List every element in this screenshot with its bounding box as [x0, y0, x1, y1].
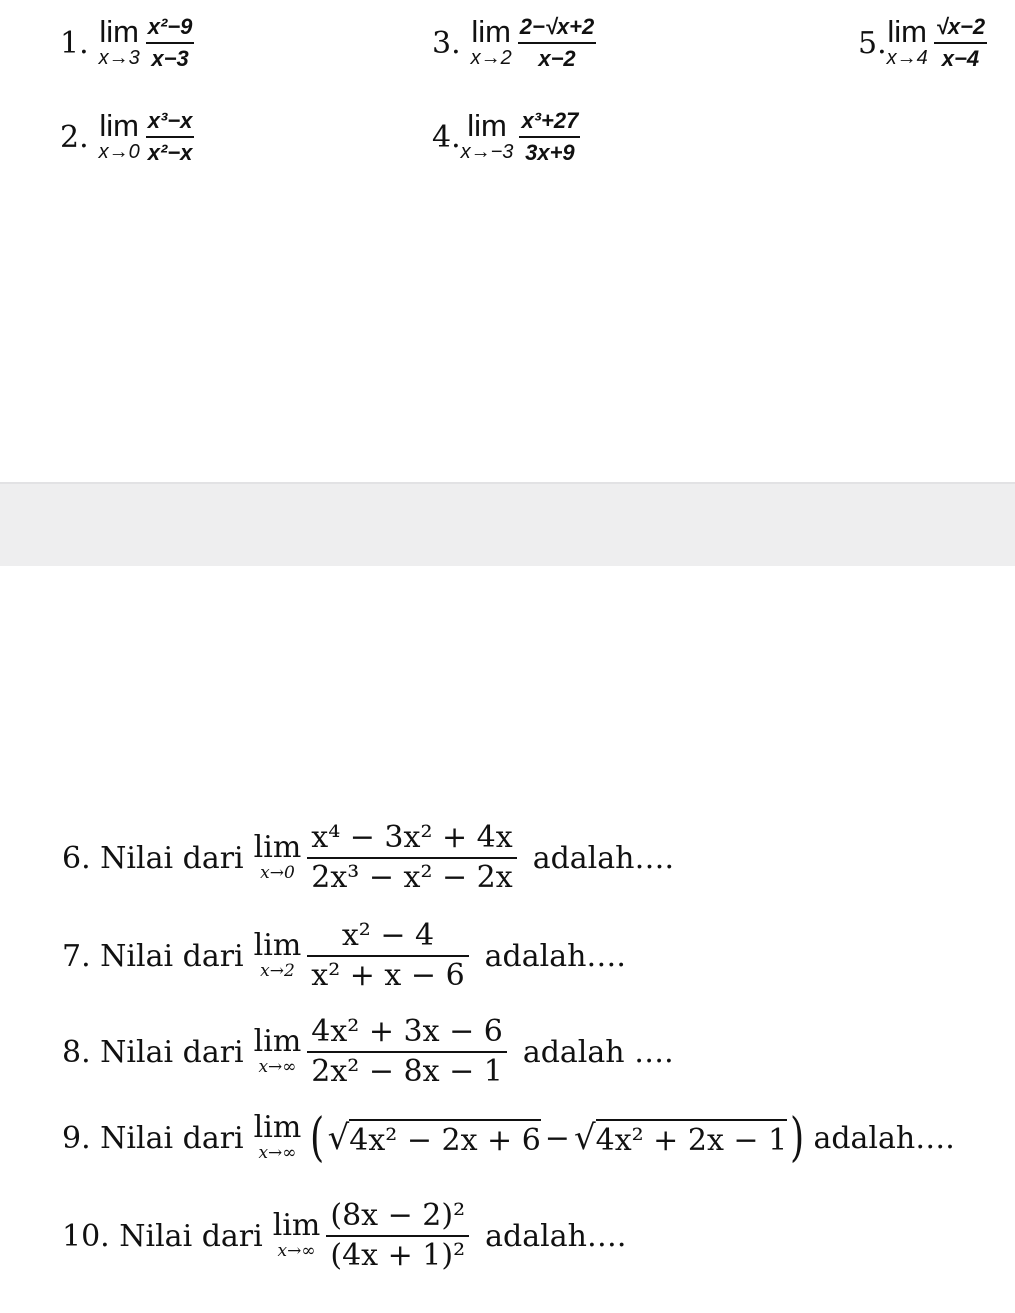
lim-subscript: x→∞ — [258, 1143, 297, 1163]
limit-operator — [470, 14, 512, 69]
problem-5 — [858, 14, 987, 72]
fraction-bar — [307, 1051, 507, 1053]
problem-10 — [62, 1198, 626, 1274]
problem-lead: 6. Nilai dari — [62, 840, 244, 876]
numerator: √x−2 — [935, 14, 986, 39]
fraction-bar — [519, 136, 580, 138]
problem-number: 5. — [858, 25, 887, 61]
problem-1 — [60, 14, 194, 72]
problem-lead: 9. Nilai dari — [62, 1120, 244, 1156]
numerator: (8x − 2)² — [330, 1198, 466, 1233]
problem-lead: 7. Nilai dari — [62, 938, 244, 974]
radical-sign: √ — [573, 1118, 596, 1158]
fraction — [146, 14, 195, 72]
minus-sign: − — [544, 1120, 570, 1156]
numerator: x² − 4 — [341, 918, 435, 953]
problem-2 — [60, 108, 194, 166]
lim-word: lim — [471, 14, 511, 49]
fraction — [934, 14, 987, 72]
lim-word: lim — [99, 108, 139, 143]
radical-sign: √ — [327, 1118, 350, 1158]
fraction-bar — [934, 42, 987, 44]
problem-9 — [62, 1108, 955, 1168]
problem-tail: adalah…. — [532, 840, 675, 876]
limit-operator — [253, 1110, 302, 1163]
limit-operator — [460, 108, 514, 163]
lim-subscript: x→4 — [886, 47, 928, 69]
fraction-bar — [146, 42, 195, 44]
problem-8 — [62, 1014, 674, 1090]
problem-lead: 10. Nilai dari — [62, 1218, 263, 1254]
radicand: 4x² − 2x + 6 — [349, 1119, 541, 1158]
limit-operator — [272, 1208, 321, 1261]
limit-operator — [886, 14, 928, 69]
fraction — [307, 1014, 507, 1090]
denominator: x² + x − 6 — [311, 958, 465, 993]
denominator: x²−x — [147, 140, 193, 165]
problem-6 — [62, 820, 674, 896]
lim-word: lim — [272, 1208, 321, 1243]
numerator: 2−√x+2 — [519, 14, 595, 39]
lim-word: lim — [467, 108, 507, 143]
lim-word: lim — [253, 830, 302, 865]
fraction-bar — [326, 1235, 469, 1237]
numerator: 4x² + 3x − 6 — [311, 1014, 503, 1049]
lim-subscript: x→0 — [260, 863, 295, 883]
limit-operator — [253, 1024, 302, 1077]
lim-subscript: x→2 — [470, 47, 512, 69]
lim-word: lim — [99, 14, 139, 49]
problem-tail: adalah…. — [485, 1218, 627, 1254]
problem-tail: adalah …. — [522, 1034, 674, 1070]
fraction — [326, 1198, 469, 1274]
problem-3 — [432, 14, 596, 72]
fraction-bar — [307, 857, 516, 859]
problem-number: 2. — [60, 119, 89, 155]
lim-subscript: x→−3 — [460, 141, 514, 163]
left-paren: ( — [310, 1108, 325, 1168]
lim-subscript: x→2 — [260, 961, 295, 981]
numerator: x³+27 — [521, 108, 579, 133]
square-root — [328, 1118, 541, 1158]
denominator: (4x + 1)² — [330, 1238, 466, 1273]
denominator: 2x² − 8x − 1 — [311, 1054, 503, 1089]
problem-7 — [62, 918, 626, 994]
denominator: x−3 — [151, 46, 189, 71]
right-paren: ) — [790, 1108, 805, 1168]
fraction-bar — [307, 955, 468, 957]
problem-4 — [432, 108, 580, 166]
numerator: x³−x — [147, 108, 193, 133]
fraction — [307, 820, 516, 896]
fraction — [518, 14, 596, 72]
lim-word: lim — [253, 1024, 302, 1059]
lim-word: lim — [887, 14, 927, 49]
problem-number: 4. — [432, 119, 461, 155]
square-root — [574, 1118, 787, 1158]
limit-operator — [253, 830, 302, 883]
radicand: 4x² + 2x − 1 — [596, 1119, 788, 1158]
problem-lead: 8. Nilai dari — [62, 1034, 244, 1070]
fraction — [519, 108, 580, 166]
numerator: x⁴ − 3x² + 4x — [311, 820, 513, 855]
lim-word: lim — [253, 1110, 302, 1145]
denominator: 3x+9 — [525, 140, 575, 165]
fraction — [146, 108, 195, 166]
lim-subscript: x→∞ — [277, 1241, 316, 1261]
limit-operator — [98, 14, 140, 69]
lim-subscript: x→∞ — [258, 1057, 297, 1077]
fraction-bar — [146, 136, 195, 138]
lim-word: lim — [253, 928, 302, 963]
fraction — [307, 918, 468, 994]
problem-tail: adalah…. — [813, 1120, 955, 1156]
limit-operator — [98, 108, 140, 163]
denominator: 2x³ − x² − 2x — [311, 860, 513, 895]
problem-tail: adalah…. — [484, 938, 626, 974]
denominator: x−2 — [538, 46, 576, 71]
fraction-bar — [518, 42, 596, 44]
lim-subscript: x→0 — [98, 141, 140, 163]
limit-operator — [253, 928, 302, 981]
denominator: x−4 — [941, 46, 980, 71]
lim-subscript: x→3 — [98, 47, 140, 69]
page-separator — [0, 482, 1015, 566]
numerator: x²−9 — [147, 14, 193, 39]
problem-number: 1. — [60, 25, 89, 61]
problem-number: 3. — [432, 25, 461, 61]
